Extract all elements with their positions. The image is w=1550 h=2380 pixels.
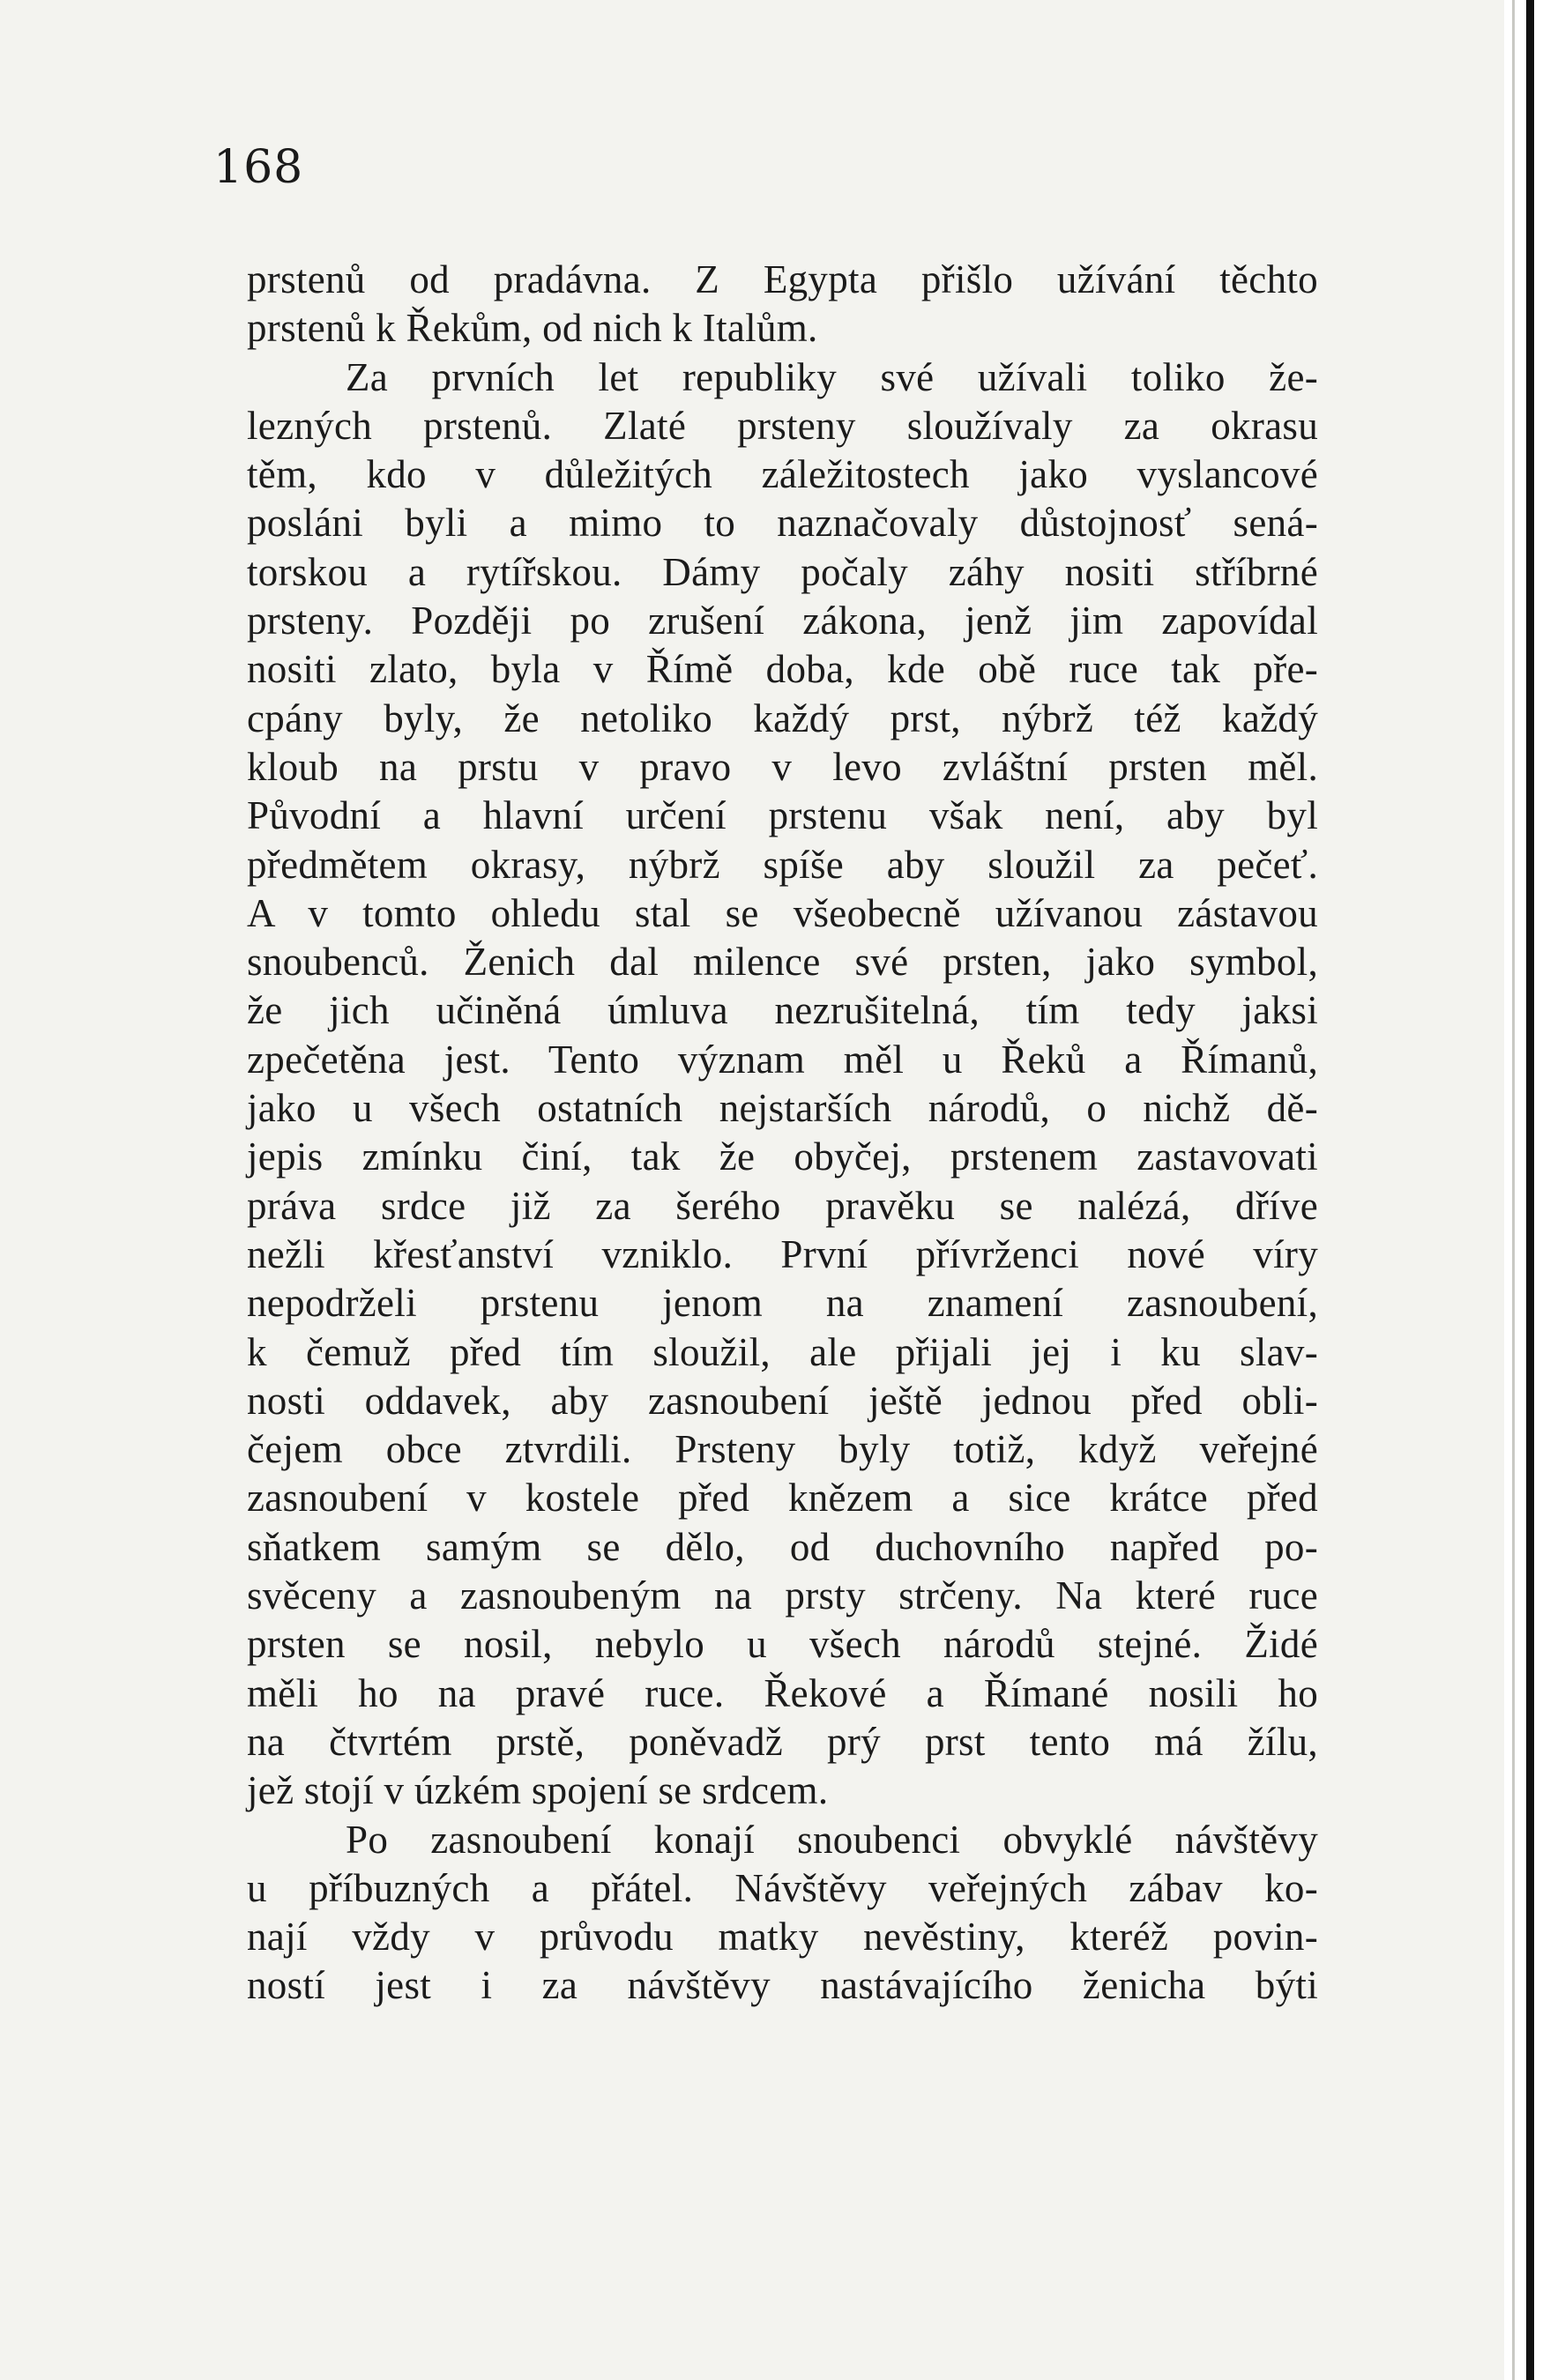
text-line: nežli křesťanství vzniklo. První přívrženci nové víry bbox=[247, 1231, 1318, 1276]
text-line: jako u všech ostatních nejstarších národů, o nichž dě- bbox=[247, 1086, 1318, 1131]
text-line: jež stojí v úzkém spojení se srdcem. bbox=[247, 1768, 829, 1813]
text-line: Za prvních let republiky své užívali toliko že- bbox=[346, 354, 1318, 399]
text-line: nají vždy v průvodu matky nevěstiny, kteréž povin- bbox=[247, 1915, 1318, 1960]
text-line: u příbuzných a přátel. Návštěvy veřejných zábav ko- bbox=[247, 1865, 1318, 1910]
text-line: zpečetěna jest. Tento význam měl u Řeků a Římanů, bbox=[247, 1037, 1318, 1082]
text-line: snoubenců. Ženich dal milence své prsten, jako symbol, bbox=[247, 940, 1318, 985]
text-line: prsteny. Později po zrušení zákona, jenž jim zapovídal bbox=[247, 599, 1318, 643]
text-line: prstenů k Řekům, od nich k Italům. bbox=[247, 306, 818, 351]
text-line: že jich učiněná úmluva nezrušitelná, tím tedy jaksi bbox=[247, 988, 1318, 1033]
text-line: sňatkem samým se dělo, od duchovního napřed po- bbox=[247, 1524, 1318, 1569]
text-line: zasnoubení v kostele před knězem a sice krátce před bbox=[247, 1476, 1318, 1521]
text-line: prstenů od pradávna. Z Egypta přišlo užívání těchto bbox=[247, 257, 1318, 301]
text-line: lezných prstenů. Zlaté prsteny sloužívaly za okrasu bbox=[247, 403, 1318, 448]
text-line: Původní a hlavní určení prstenu však není, aby byl bbox=[247, 793, 1318, 838]
text-line: předmětem okrasy, nýbrž spíše aby sloužil za pečeť. bbox=[247, 842, 1318, 887]
binding-edge-shadow bbox=[1512, 0, 1515, 2380]
text-line: čejem obce ztvrdili. Prsteny byly totiž, když veřejné bbox=[247, 1427, 1318, 1472]
text-line: posláni byli a mimo to naznačovaly důstojnosť sená- bbox=[247, 501, 1318, 546]
binding-edge-line bbox=[1526, 0, 1534, 2380]
text-line: cpány byly, že netoliko každý prst, nýbrž též každý bbox=[247, 695, 1318, 740]
page-number: 168 bbox=[213, 141, 304, 194]
text-line: práva srdce již za šerého pravěku se nalézá, dříve bbox=[247, 1183, 1318, 1228]
text-line: ností jest i za návštěvy nastávajícího ženicha býti bbox=[247, 1963, 1318, 2008]
text-line: nosti oddavek, aby zasnoubení ještě jednou před obli- bbox=[247, 1378, 1318, 1423]
text-line: měli ho na pravé ruce. Řekové a Římané nosili ho bbox=[247, 1670, 1318, 1715]
text-line: A v tomto ohledu stal se všeobecně užívanou zástavou bbox=[247, 890, 1318, 935]
body-text bbox=[247, 256, 1318, 2011]
text-line: svěceny a zasnoubeným na prsty strčeny. Na které ruce bbox=[247, 1573, 1318, 1618]
text-line: torskou a rytířskou. Dámy počaly záhy nositi stříbrné bbox=[247, 549, 1318, 594]
text-line: prsten se nosil, nebylo u všech národů stejné. Židé bbox=[247, 1622, 1318, 1667]
text-line: nepodrželi prstenu jenom na znamení zasnoubení, bbox=[247, 1281, 1318, 1326]
text-line: nositi zlato, byla v Římě doba, kde obě ruce tak pře- bbox=[247, 647, 1318, 692]
text-line: kloub na prstu v pravo v levo zvláštní prsten měl. bbox=[247, 744, 1318, 789]
text-line: k čemuž před tím sloužil, ale přijali jej i ku slav- bbox=[247, 1329, 1318, 1374]
text-line: na čtvrtém prstě, poněvadž prý prst tento má žílu, bbox=[247, 1719, 1318, 1764]
text-line: těm, kdo v důležitých záležitostech jako vyslancové bbox=[247, 452, 1318, 497]
text-line: Po zasnoubení konají snoubenci obvyklé návštěvy bbox=[346, 1817, 1318, 1862]
text-line: jepis zmínku činí, tak že obyčej, prstenem zastavovati bbox=[247, 1134, 1318, 1179]
